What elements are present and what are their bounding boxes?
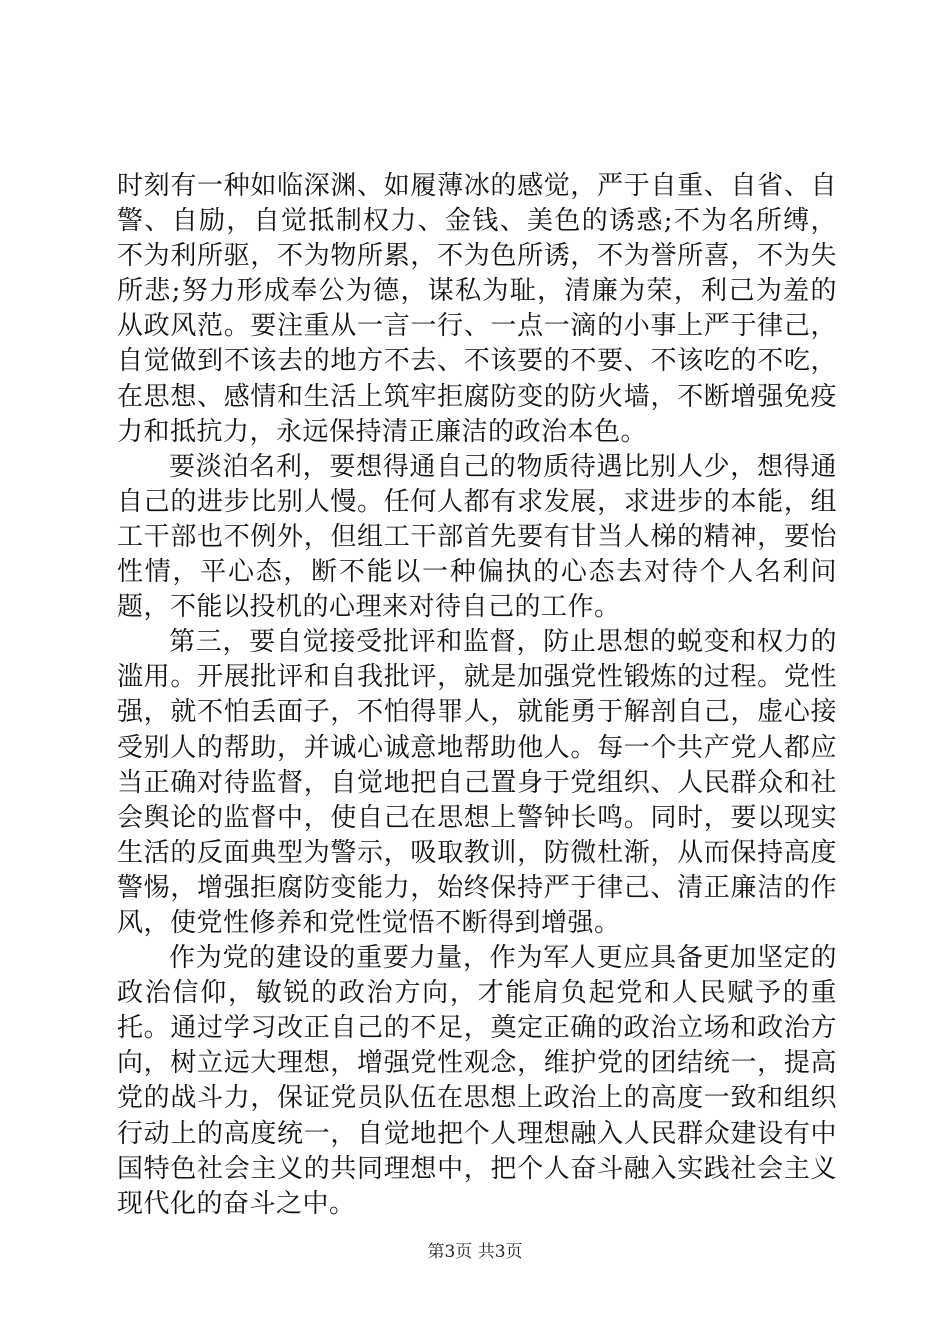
paragraph-3: 第三，要自觉接受批评和监督，防止思想的蜕变和权力的滥用。开展批评和自我批评，就是加强党性锻炼的过程。党性强，就不怕丢面子，不怕得罪人，就能勇于解剖自己，虚心接受别人的帮助，并诚心诚意地帮助他人。每一个共产党人都应当正确对待监督，自觉地把自己置身于党组织、人民群众和社会舆论的监督中，使自己在思想上警钟长鸣。同时，要以现实生活的反面典型为警示，吸取教训，防微杜渐，从而保持高度警惕，增强拒腐防变能力，始终保持严于律己、清正廉洁的作风，使党性修养和党性觉悟不断得到增强。 — [117, 627, 837, 938]
page-footer: 第3页 共3页 — [427, 1242, 523, 1262]
document-body — [117, 169, 837, 1222]
paragraph-1: 时刻有一种如临深渊、如履薄冰的感觉，严于自重、自省、自警、自励，自觉抵制权力、金钱、美色的诱惑;不为名所缚，不为利所驱，不为物所累，不为色所诱，不为誉所喜，不为失所悲;努力形成奉公为德，谋私为耻，清廉为荣，利己为羞的从政风范。要注重从一言一行、一点一滴的小事上严于律己，自觉做到不该去的地方不去、不该要的不要、不该吃的不吃，在思想、感情和生活上筑牢拒腐防变的防火墙，不断增强免疫力和抵抗力，永远保持清正廉洁的政治本色。 — [117, 171, 837, 447]
paragraph-4: 作为党的建设的重要力量，作为军人更应具备更加坚定的政治信仰，敏锐的政治方向，才能肩负起党和人民赋予的重托。通过学习改正自己的不足，奠定正确的政治立场和政治方向，树立远大理想，增强党性观念，维护党的团结统一，提高党的战斗力，保证党员队伍在思想上政治上的高度一致和组织行动上的高度统一，自觉地把个人理想融入人民群众建设有中国特色社会主义的共同理想中，把个人奋斗融入实践社会主义现代化的奋斗之中。 — [117, 943, 837, 1219]
paragraph-2: 要淡泊名利，要想得通自己的物质待遇比别人少，想得通自己的进步比别人慢。任何人都有求发展，求进步的本能，组工干部也不例外，但组工干部首先要有甘当人梯的精神，要怡性情，平心态，断不能以一种偏执的心态去对待个人名利问题，不能以投机的心理来对待自己的工作。 — [117, 451, 837, 623]
